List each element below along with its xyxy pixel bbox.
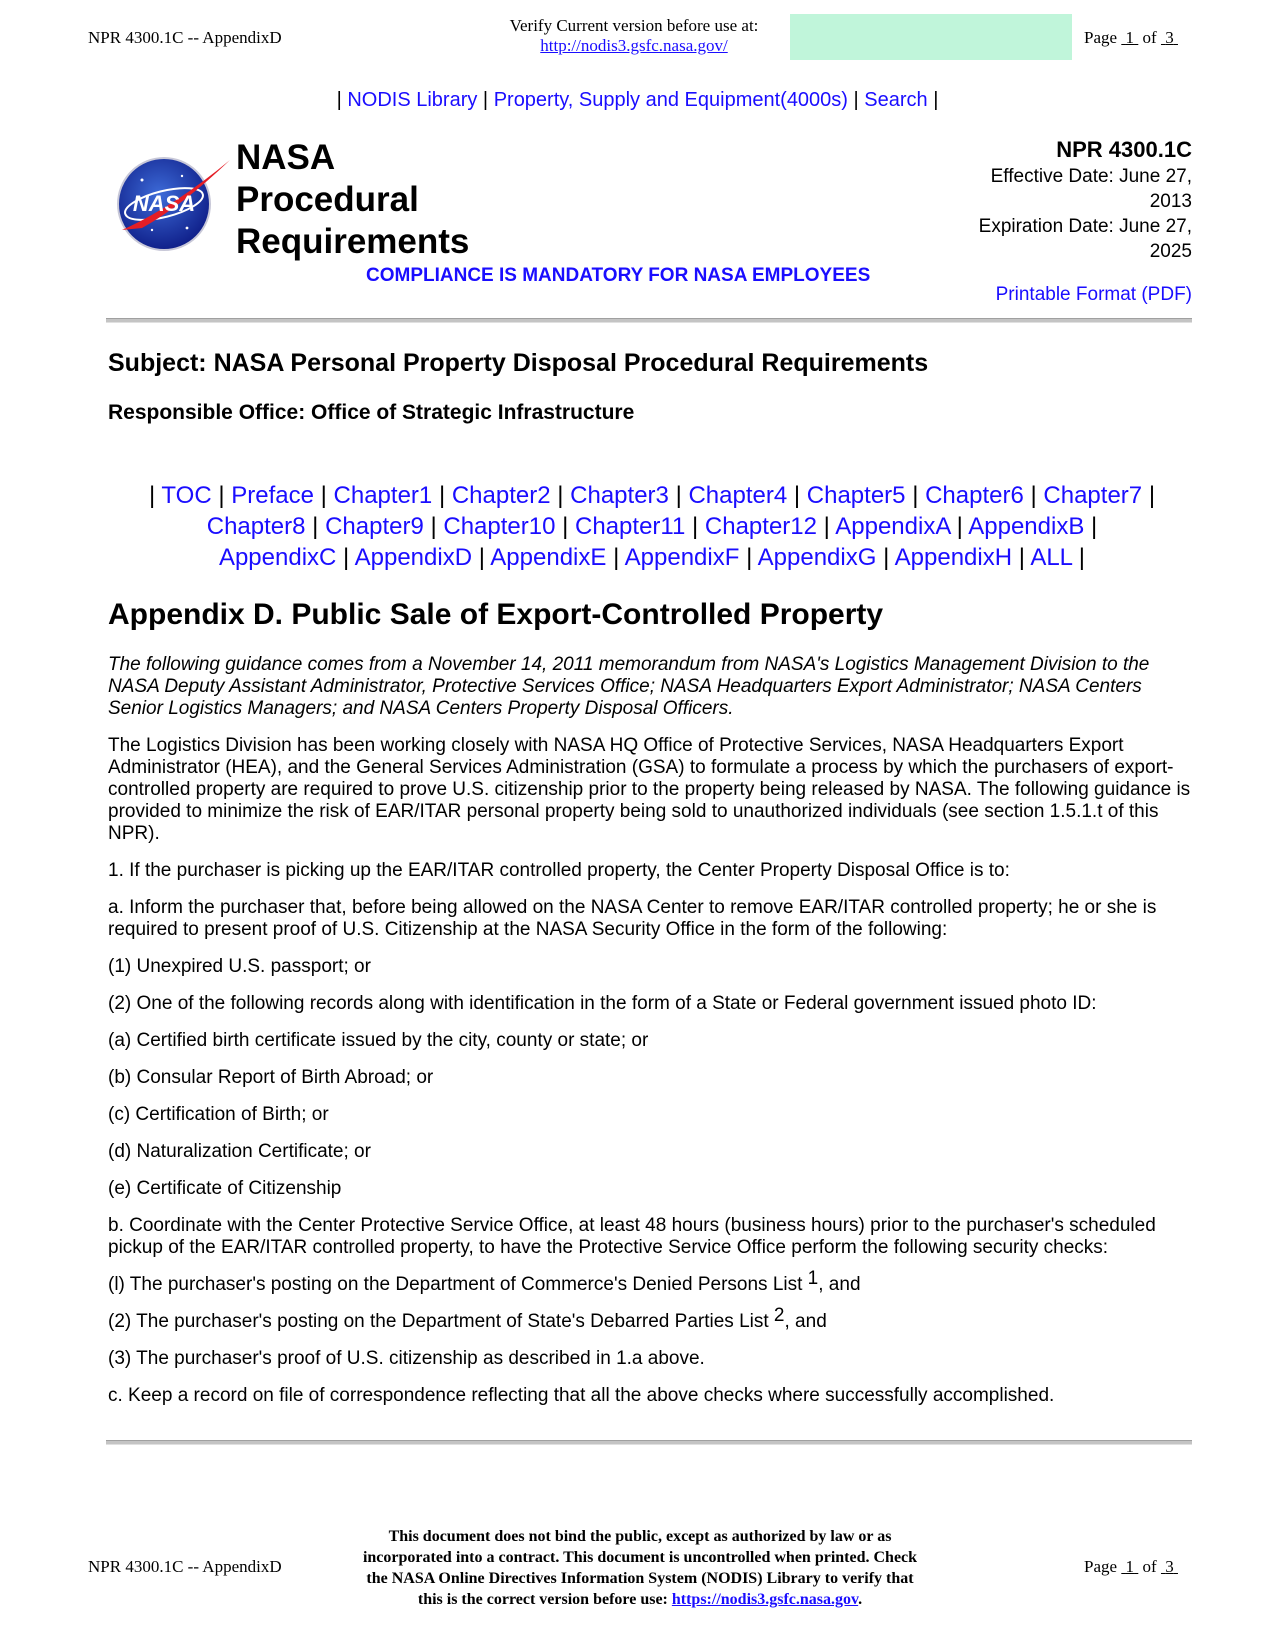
page-label: Page [1084, 1557, 1118, 1576]
page-total: 3 [1165, 1557, 1174, 1576]
footer-line-text: this is the correct version before use: [417, 1591, 672, 1608]
toc-link-preface[interactable]: Preface [231, 482, 314, 509]
toc-link-chapter4[interactable]: Chapter4 [688, 482, 788, 509]
list-item-text: (2) The purchaser's posting on the Department of State's Debarred Parties List [108, 1311, 774, 1332]
page-title [236, 137, 469, 263]
list-item-end: , and [784, 1311, 827, 1332]
toc-link-all[interactable]: ALL [1030, 544, 1073, 571]
body-paragraph: 1. If the purchaser is picking up the EAR/ITAR controlled property, the Center Property Disposal Office is to: [108, 860, 1010, 881]
toc-link-toc[interactable]: TOC [161, 482, 212, 509]
list-item: (1) Unexpired U.S. passport; or [108, 956, 371, 977]
list-item [108, 1305, 1198, 1333]
list-item: (e) Certificate of Citizenship [108, 1178, 342, 1199]
list-item: (d) Naturalization Certificate; or [108, 1141, 371, 1162]
verify-text: Verify Current version before use at: [509, 16, 759, 35]
footer-line: incorporated into a contract. This document is uncontrolled when printed. Check [362, 1549, 918, 1566]
footer-doc-id: NPR 4300.1C -- AppendixD [88, 1557, 282, 1576]
list-item-end: , and [818, 1274, 861, 1295]
toc-link-chapter8[interactable]: Chapter8 [206, 513, 306, 540]
toc-link-appendixd[interactable]: AppendixD [354, 544, 473, 571]
nav-link-nodis-library[interactable]: NODIS Library [347, 89, 478, 111]
nasa-meatball-logo-icon [112, 150, 232, 254]
expiration-date-line-1: Expiration Date: June 27, [978, 216, 1192, 237]
list-item: (2) One of the following records along with identification in the form of a State or Federal government issued photo ID: [108, 993, 1097, 1014]
nav-link-property-supply[interactable]: Property, Supply and Equipment(4000s) [493, 89, 848, 111]
toc-sep: | [343, 544, 350, 571]
footer-page-indicator [1084, 1557, 1178, 1577]
toc-link-chapter12[interactable]: Chapter12 [704, 513, 817, 540]
document-info [900, 136, 1192, 307]
toc-link-chapter10[interactable]: Chapter10 [443, 513, 556, 540]
list-item-text: (l) The purchaser's posting on the Department of Commerce's Denied Persons List [108, 1274, 808, 1295]
svg-text:NASA: NASA [132, 191, 196, 216]
page-current: 1 [1125, 1557, 1135, 1576]
toc-link-appendixc[interactable]: AppendixC [218, 544, 337, 571]
toc-sep: | [562, 513, 569, 540]
nav-link-search[interactable]: Search [864, 89, 928, 111]
page-of: of [1142, 28, 1157, 47]
toc-link-appendixf[interactable]: AppendixF [624, 544, 740, 571]
toc-sep: | [692, 513, 699, 540]
list-item: (c) Certification of Birth; or [108, 1104, 329, 1125]
page-total: 3 [1165, 28, 1174, 47]
toc-link-appendixe[interactable]: AppendixE [490, 544, 607, 571]
footnote-ref-2[interactable]: 2 [773, 1305, 785, 1326]
title-line-1: NASA [236, 138, 336, 177]
body-paragraph: b. Coordinate with the Center Protective Service Office, at least 48 hours (business hours) prior to the purchaser's scheduled pickup of the EAR/ITAR controlled property, to have the Protective Service Office perform the following security checks: [108, 1215, 1156, 1258]
effective-date-line-2: 2013 [1149, 191, 1192, 212]
header-page-indicator [1084, 28, 1178, 48]
toc-link-appendixh[interactable]: AppendixH [894, 544, 1013, 571]
header-highlight-box [790, 14, 1072, 60]
page-of: of [1142, 1557, 1157, 1576]
body-paragraph: The Logistics Division has been working closely with NASA HQ Office of Protective Services, NASA Headquarters Export Administrator (HEA), and the General Services Administration (GSA) to formulate a process by which the purchasers of export-controlled property are required to prove U.S. citizenship prior to the property being released by NASA. The following guidance is provided to minimize the risk of EAR/ITAR personal property being sold to unauthorized individuals (see section 1.5.1.t of this NPR). [108, 735, 1191, 844]
npr-number: NPR 4300.1C [1056, 137, 1192, 162]
nav-sep: | [336, 89, 342, 111]
nav-sep: | [853, 89, 859, 111]
list-item [108, 1268, 1198, 1296]
list-item: (b) Consular Report of Birth Abroad; or [108, 1067, 434, 1088]
printable-pdf-link[interactable]: Printable Format (PDF) [995, 284, 1192, 305]
toc-link-appendixa[interactable]: AppendixA [835, 513, 950, 540]
toc-sep: | [883, 544, 890, 571]
footnote-ref-1[interactable]: 1 [807, 1268, 819, 1289]
title-line-2: Procedural [236, 180, 419, 219]
subject-heading: Subject: NASA Personal Property Disposal Procedural Requirements [108, 349, 929, 377]
toc-sep: | [613, 544, 620, 571]
toc-link-chapter2[interactable]: Chapter2 [451, 482, 551, 509]
toc-sep: | [557, 482, 564, 509]
footer-line [300, 1589, 980, 1610]
toc-link-chapter7[interactable]: Chapter7 [1043, 482, 1143, 509]
toc-sep: | [218, 482, 225, 509]
list-item: (a) Certified birth certificate issued by the city, county or state; or [108, 1030, 649, 1051]
title-line-3: Requirements [236, 222, 470, 261]
toc-link-chapter9[interactable]: Chapter9 [325, 513, 424, 540]
footer-line: This document does not bind the public, except as authorized by law or as [388, 1528, 892, 1545]
appendix-body [108, 654, 1198, 1422]
toc-sep: | [312, 513, 319, 540]
toc-sep: | [1078, 544, 1086, 571]
divider-bottom [106, 1440, 1192, 1445]
responsible-office: Responsible Office: Office of Strategic Infrastructure [108, 401, 635, 424]
footer-line: the NASA Online Directives Information System (NODIS) Library to verify that [366, 1570, 914, 1587]
divider-top [106, 318, 1192, 323]
list-item: (3) The purchaser's proof of U.S. citizenship as described in 1.a above. [108, 1348, 705, 1369]
toc-sep: | [912, 482, 919, 509]
toc-link-appendixb[interactable]: AppendixB [968, 513, 1085, 540]
toc-sep: | [956, 513, 963, 540]
toc-sep: | [1030, 482, 1037, 509]
toc-link-chapter11[interactable]: Chapter11 [575, 513, 686, 540]
expiration-date-line-2: 2025 [1149, 241, 1192, 262]
header-doc-id: NPR 4300.1C -- AppendixD [88, 28, 282, 47]
page-current: 1 [1125, 28, 1135, 47]
body-paragraph: c. Keep a record on file of correspondence reflecting that all the above checks where successfully accomplished. [108, 1385, 1055, 1406]
footer-nodis-link[interactable]: https://nodis3.gsfc.nasa.gov [671, 1591, 859, 1608]
toc-link-chapter3[interactable]: Chapter3 [570, 482, 669, 509]
toc-link-chapter1[interactable]: Chapter1 [333, 482, 433, 509]
effective-date-line-1: Effective Date: June 27, [990, 166, 1192, 187]
footer-line-end: . [858, 1591, 863, 1608]
toc-sep: | [148, 482, 156, 509]
toc-sep: | [1148, 482, 1156, 509]
toc-link-chapter6[interactable]: Chapter6 [925, 482, 1024, 509]
toc-sep: | [438, 482, 446, 509]
toc-link-chapter5[interactable]: Chapter5 [806, 482, 906, 509]
footer-disclaimer [300, 1526, 980, 1610]
toc-sep: | [1091, 513, 1098, 540]
intro-paragraph: The following guidance comes from a November 14, 2011 memorandum from NASA's Logistics Management Division to the NASA Deputy Assistant Administrator, Protective Services Office; NASA Headquarters Export Administrator; NASA Centers Senior Logistics Managers; and NASA Centers Property Disposal Officers. [108, 654, 1150, 719]
toc-sep: | [823, 513, 830, 540]
verify-notice [484, 16, 784, 56]
verify-url-link[interactable]: http://nodis3.gsfc.nasa.gov/ [540, 36, 728, 55]
page-label: Page [1084, 28, 1118, 47]
body-paragraph: a. Inform the purchaser that, before being allowed on the NASA Center to remove EAR/ITAR controlled property; he or she is required to present proof of U.S. Citizenship at the NASA Security Office in the form of the following: [108, 897, 1157, 940]
toc-sep: | [320, 482, 327, 509]
toc-sep: | [1018, 544, 1025, 571]
toc-sep: | [793, 482, 801, 509]
top-nav [0, 89, 1275, 112]
toc-sep: | [430, 513, 437, 540]
nav-sep: | [933, 89, 939, 111]
toc-sep: | [675, 482, 682, 509]
nav-sep: | [482, 89, 489, 111]
toc-nav [108, 480, 1196, 573]
compliance-notice: COMPLIANCE IS MANDATORY FOR NASA EMPLOYEES [366, 265, 871, 286]
toc-sep: | [478, 544, 485, 571]
toc-link-appendixg[interactable]: AppendixG [757, 544, 877, 571]
appendix-title: Appendix D. Public Sale of Export-Controlled Property [108, 598, 884, 631]
toc-sep: | [746, 544, 753, 571]
